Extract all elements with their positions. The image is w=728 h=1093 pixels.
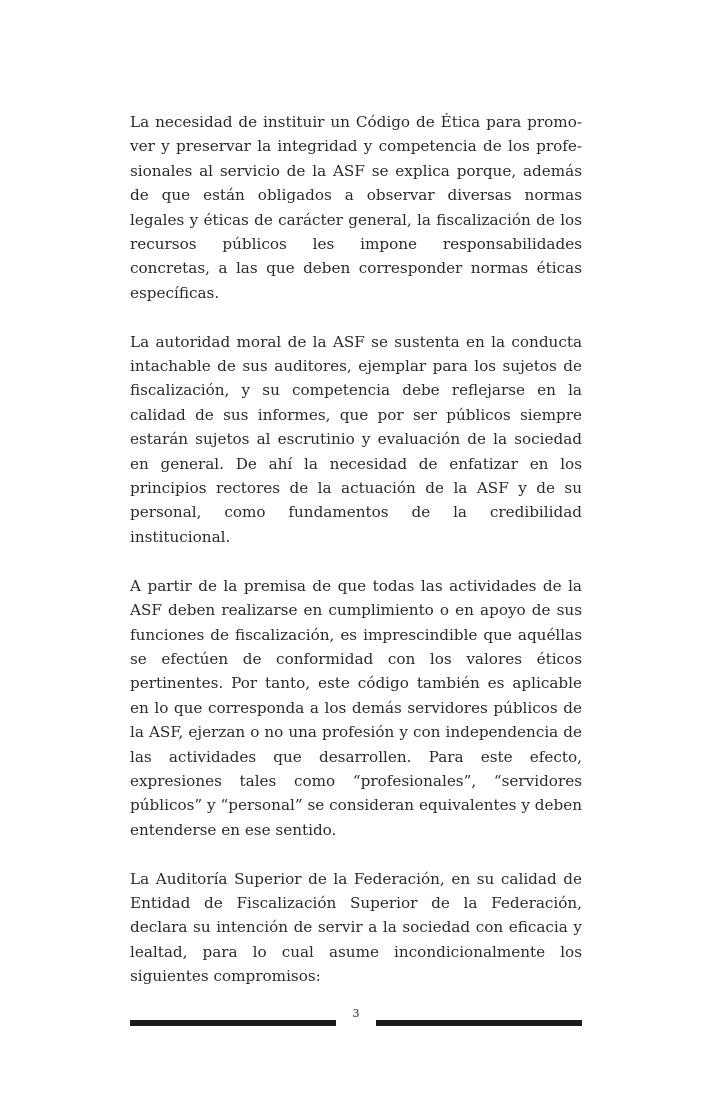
page-number: 3	[352, 1007, 360, 1020]
paragraph-2: La autoridad moral de la ASF se sustenta en la conducta intachable de sus auditores, ejemplar para los sujetos de fiscalización, y su competencia debe reflejarse en la calidad de sus informes, que por ser públicos siempre estarán sujetos al escrutinio y evaluación de la sociedad en general. De ahí la necesidad de enfatizar en los principios rectores de la actuación de la ASF y de su personal, como fundamentos de la credibilidad institucional.	[130, 332, 582, 546]
paragraph-3: A partir de la premisa de que todas las actividades de la ASF deben realizarse en cumplimiento o en apoyo de sus funciones de fiscalización, es imprescindible que aquéllas se efectúen de conformidad con los valores éticos pertinentes. Por tanto, este código también es aplicable en lo que corresponda a los demás servidores públicos de la ASF, ejerzan o no una profesión y con independencia de las actividades que desarrollen. Para este efecto, expresiones tales como “profesionales”, “servidores públicos” y “personal” se consideran equivalentes y deben entenderse en ese sentido.	[130, 576, 582, 839]
footer-rule-right	[376, 1020, 582, 1026]
paragraph-4: La Auditoría Superior de la Federación, en su calidad de Entidad de Fiscalización Superior de la Federación, declara su intención de servir a la sociedad con eficacia y lealtad, para lo cual asume incondicionalmente los siguientes compromisos:	[130, 869, 582, 986]
body-text	[130, 110, 582, 989]
footer-rule-left	[130, 1020, 336, 1026]
page-footer	[130, 1008, 582, 1038]
paragraph-1: La necesidad de instituir un Código de Ética para promover y preservar la integridad y competencia de los profesionales al servicio de la ASF se explica porque, además de que están obligados a observar diversas normas legales y éticas de carácter general, la fiscalización de los recursos públicos les impone responsabilidades concretas, a las que deben corresponder normas éticas específicas.	[130, 113, 582, 302]
